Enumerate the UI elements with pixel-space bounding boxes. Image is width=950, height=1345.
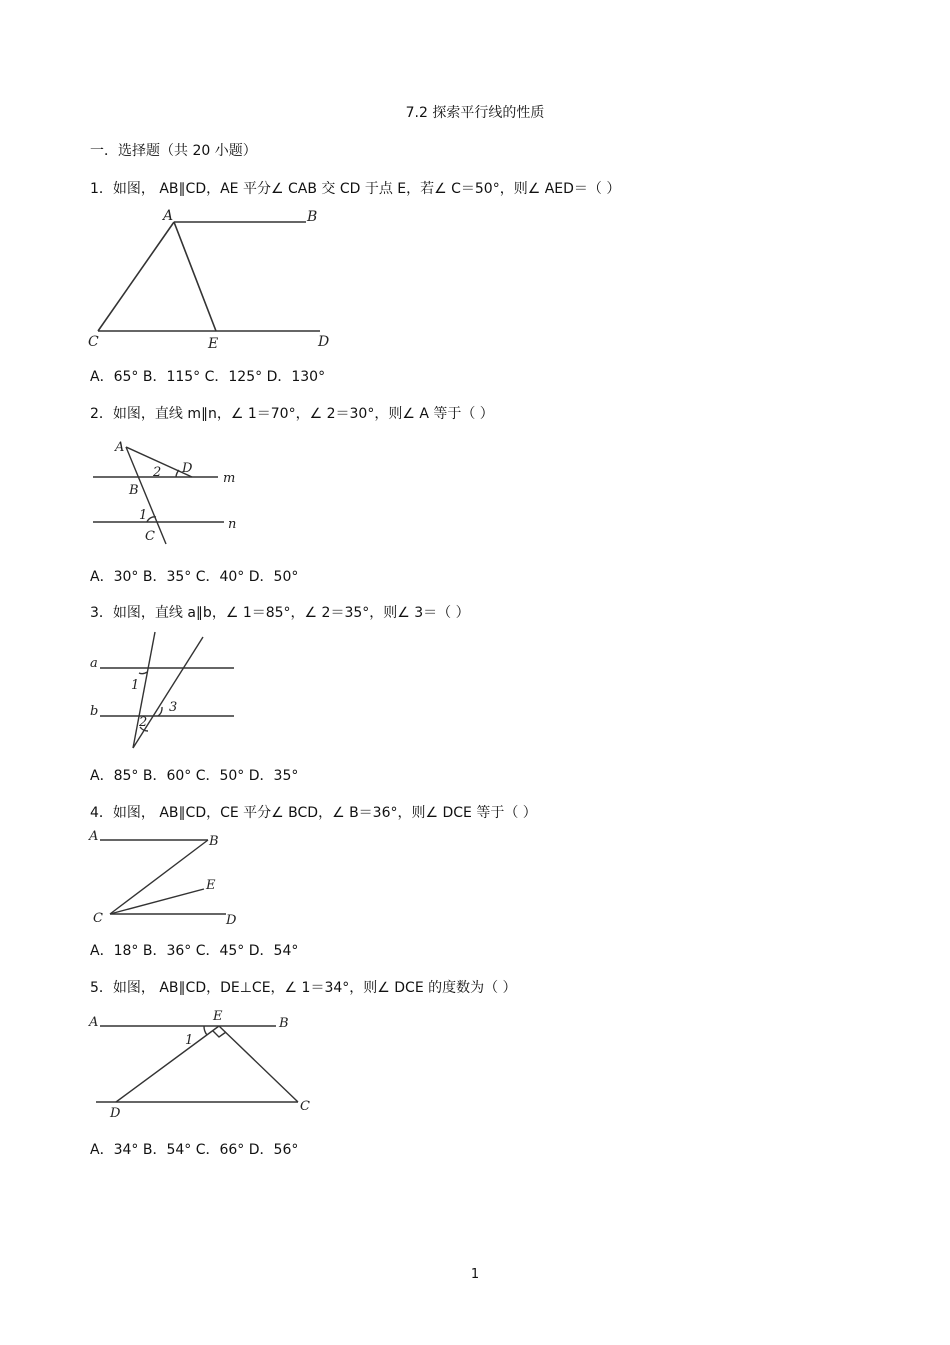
q3-label-3: 3	[169, 700, 178, 715]
q5-label-d: D	[110, 1106, 121, 1121]
q4-label-e: E	[206, 878, 216, 893]
q4-label-c: C	[93, 911, 103, 926]
q4-segment-cb	[110, 840, 208, 914]
q3-angle2-arc	[140, 727, 148, 731]
question-2-stem: 2．如图，直线 m∥n，∠ 1＝70°，∠ 2＝30°，则∠ A 等于（ ）	[90, 406, 494, 422]
q2-label-1: 1	[139, 508, 148, 523]
q1-label-c: C	[88, 334, 99, 350]
q5-segment-ec	[219, 1026, 298, 1102]
q2-label-c: C	[145, 529, 155, 544]
q1-segment-ae	[174, 222, 216, 331]
q4-label-b: B	[209, 834, 219, 849]
q2-angle2-arc	[176, 470, 179, 477]
q5-label-a: A	[89, 1015, 99, 1030]
q2-label-b: B	[129, 483, 139, 498]
q1-label-b: B	[307, 209, 318, 225]
q4-segment-ce	[110, 889, 204, 914]
q3-label-a: a	[90, 656, 98, 671]
q2-label-n: n	[228, 517, 237, 532]
q5-label-b: B	[279, 1016, 289, 1031]
q3-label-b: b	[90, 704, 99, 719]
q3-label-1: 1	[131, 678, 140, 693]
q3-label-2: 2	[139, 715, 148, 730]
question-4-options: A．18° B．36° C．45° D．54°	[90, 943, 299, 959]
q2-label-m: m	[223, 471, 236, 486]
question-2-options: A．30° B．35° C．40° D．50°	[90, 569, 299, 585]
question-5-stem: 5．如图， AB∥CD，DE⊥CE，∠ 1＝34°，则∠ DCE 的度数为（ ）	[90, 980, 517, 996]
q5-angle1-arc	[204, 1026, 207, 1035]
q5-label-e: E	[213, 1009, 223, 1024]
section-heading: 一．选择题（共 20 小题）	[90, 143, 257, 159]
q1-label-d: D	[318, 334, 330, 350]
question-3-options: A．85° B．60° C．50° D．35°	[90, 768, 299, 784]
q3-angle3-arc	[158, 707, 162, 716]
q5-right-angle-mark	[213, 1031, 226, 1037]
q1-segment-ac	[98, 222, 174, 331]
question-3-stem: 3．如图，直线 a∥b，∠ 1＝85°，∠ 2＝35°，则∠ 3＝（ ）	[90, 605, 470, 621]
question-5-options: A．34° B．54° C．66° D．56°	[90, 1142, 299, 1158]
q1-label-e: E	[208, 336, 219, 352]
q2-label-d: D	[182, 461, 193, 476]
q2-label-a: A	[115, 440, 125, 455]
q2-angle1-arc	[147, 517, 156, 522]
q3-transversal-1	[133, 632, 155, 748]
q5-label-1: 1	[185, 1033, 194, 1048]
q3-angle1-arc	[139, 672, 147, 674]
q1-label-a: A	[163, 208, 174, 224]
question-4-stem: 4．如图， AB∥CD，CE 平分∠ BCD，∠ B＝36°，则∠ DCE 等于（ ）	[90, 805, 537, 821]
q5-segment-ed	[116, 1026, 219, 1102]
q5-label-c: C	[300, 1099, 310, 1114]
page-number: 1	[470, 1267, 480, 1282]
q2-label-2: 2	[153, 465, 162, 480]
q4-label-d: D	[226, 913, 237, 928]
q2-transversal-ac	[126, 447, 166, 544]
page-title: 7.2 探索平行线的性质	[405, 105, 545, 121]
question-1-options: A．65° B．115° C．125° D．130°	[90, 369, 326, 385]
q2-segment-ad	[126, 447, 192, 477]
q3-transversal-2	[133, 637, 203, 748]
q4-label-a: A	[89, 829, 99, 844]
question-1-stem: 1．如图， AB∥CD，AE 平分∠ CAB 交 CD 于点 E，若∠ C＝50°，则∠ AED＝（ ）	[90, 181, 621, 197]
